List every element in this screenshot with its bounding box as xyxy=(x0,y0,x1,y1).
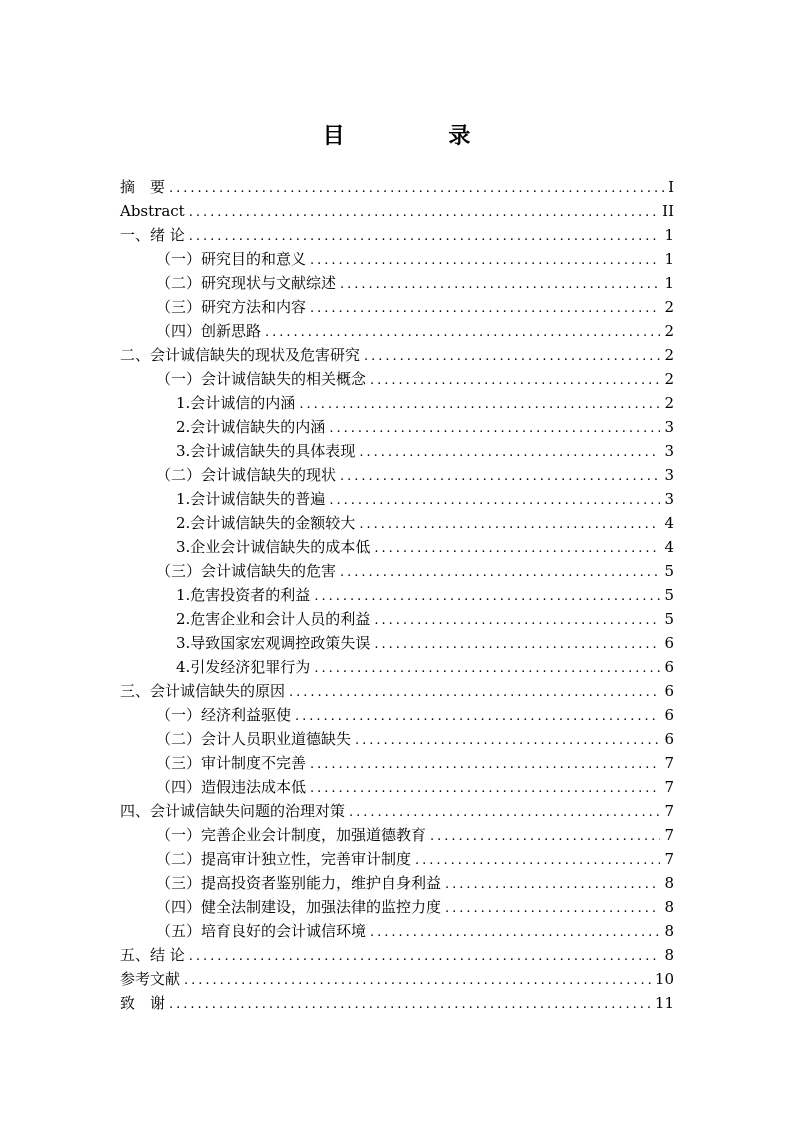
toc-entry-page-number: 3 xyxy=(664,490,674,508)
toc-leader-dots xyxy=(314,585,660,609)
toc-entry[interactable] xyxy=(120,607,674,631)
toc-entry[interactable] xyxy=(120,823,674,847)
toc-leader-dots xyxy=(359,441,660,465)
toc-entry-label: 参考文献 xyxy=(120,970,181,988)
toc-entry-label: 4.引发经济犯罪行为 xyxy=(176,658,311,676)
toc-leader-dots xyxy=(289,681,660,705)
toc-leader-dots xyxy=(265,321,660,345)
toc-leader-dots xyxy=(329,489,660,513)
toc-entry[interactable] xyxy=(120,535,674,559)
toc-entry-page-number: 4 xyxy=(664,538,674,556)
toc-entry-label: （二）会计诚信缺失的现状 xyxy=(156,466,337,484)
toc-entry-page-number: I xyxy=(668,178,674,196)
page-title: 目 录 xyxy=(322,123,519,149)
toc-entry-label: （三）审计制度不完善 xyxy=(156,754,307,772)
toc-entry-label: 3.企业会计诚信缺失的成本低 xyxy=(176,538,371,556)
toc-entry-page-number: 11 xyxy=(654,994,674,1012)
toc-entry-label: 五、结 论 xyxy=(120,946,185,964)
toc-entry-page-number: 3 xyxy=(664,466,674,484)
toc-entry[interactable] xyxy=(120,463,674,487)
toc-entry-page-number: 5 xyxy=(664,562,674,580)
toc-entry-label: 二、会计诚信缺失的现状及危害研究 xyxy=(120,346,361,364)
toc-entry-page-number: 1 xyxy=(664,226,674,244)
toc-entry[interactable] xyxy=(120,559,674,583)
toc-leader-dots xyxy=(355,729,660,753)
table-of-contents xyxy=(120,175,674,1015)
toc-entry-page-number: 2 xyxy=(664,298,674,316)
toc-entry[interactable] xyxy=(120,703,674,727)
toc-leader-dots xyxy=(329,417,660,441)
toc-entry-page-number: 3 xyxy=(664,418,674,436)
toc-entry[interactable] xyxy=(120,487,674,511)
toc-leader-dots xyxy=(445,873,660,897)
toc-entry[interactable] xyxy=(120,415,674,439)
toc-leader-dots xyxy=(189,225,661,249)
toc-entry[interactable] xyxy=(120,943,674,967)
toc-entry[interactable] xyxy=(120,439,674,463)
toc-entry-page-number: 8 xyxy=(664,898,674,916)
toc-entry[interactable] xyxy=(120,679,674,703)
toc-leader-dots xyxy=(349,801,660,825)
toc-leader-dots xyxy=(340,273,660,297)
toc-entry-label: 2.会计诚信缺失的金额较大 xyxy=(176,514,356,532)
toc-entry-label: 1.会计诚信的内涵 xyxy=(176,394,296,412)
toc-entry[interactable] xyxy=(120,583,674,607)
toc-entry-label: 1.会计诚信缺失的普遍 xyxy=(176,490,326,508)
toc-entry-label: （一）研究目的和意义 xyxy=(156,250,307,268)
toc-entry[interactable] xyxy=(120,799,674,823)
toc-entry-page-number: 6 xyxy=(664,634,674,652)
toc-leader-dots xyxy=(374,633,660,657)
toc-entry-label: （四）健全法制建设，加强法律的监控力度 xyxy=(156,898,442,916)
toc-leader-dots xyxy=(374,609,660,633)
toc-entry-page-number: 2 xyxy=(664,394,674,412)
toc-entry[interactable] xyxy=(120,847,674,871)
toc-entry-page-number: 6 xyxy=(664,658,674,676)
toc-entry-label: （四）创新思路 xyxy=(156,322,262,340)
toc-leader-dots xyxy=(370,369,660,393)
toc-entry-label: （一）会计诚信缺失的相关概念 xyxy=(156,370,367,388)
toc-entry-label: （二）提高审计独立性，完善审计制度 xyxy=(156,850,412,868)
toc-entry[interactable] xyxy=(120,367,674,391)
toc-entry-label: （二）会计人员职业道德缺失 xyxy=(156,730,352,748)
toc-leader-dots xyxy=(299,393,660,417)
toc-entry-page-number: 1 xyxy=(664,274,674,292)
toc-leader-dots xyxy=(189,945,661,969)
toc-entry-label: 3.会计诚信缺失的具体表现 xyxy=(176,442,356,460)
toc-entry[interactable] xyxy=(120,967,674,991)
toc-entry-label: （四）造假违法成本低 xyxy=(156,778,307,796)
toc-leader-dots xyxy=(359,513,660,537)
toc-leader-dots xyxy=(169,177,664,201)
toc-leader-dots xyxy=(364,345,660,369)
toc-entry[interactable] xyxy=(120,991,674,1015)
toc-entry-page-number: 7 xyxy=(664,826,674,844)
toc-entry-page-number: 8 xyxy=(664,922,674,940)
toc-leader-dots xyxy=(370,921,660,945)
toc-entry[interactable] xyxy=(120,391,674,415)
toc-entry[interactable] xyxy=(120,319,674,343)
toc-entry-label: Abstract xyxy=(120,202,185,220)
toc-entry-page-number: 7 xyxy=(664,850,674,868)
toc-entry-page-number: II xyxy=(662,202,674,220)
toc-leader-dots xyxy=(314,657,660,681)
toc-entry-label: 2.危害企业和会计人员的利益 xyxy=(176,610,371,628)
toc-entry[interactable] xyxy=(120,175,674,199)
toc-entry-label: （二）研究现状与文献综述 xyxy=(156,274,337,292)
toc-entry[interactable] xyxy=(120,343,674,367)
toc-leader-dots xyxy=(169,993,651,1017)
toc-entry-page-number: 2 xyxy=(664,370,674,388)
toc-entry-label: （一）完善企业会计制度，加强道德教育 xyxy=(156,826,427,844)
toc-entry-label: （一）经济利益驱使 xyxy=(156,706,292,724)
toc-entry-label: （三）会计诚信缺失的危害 xyxy=(156,562,337,580)
toc-entry-page-number: 3 xyxy=(664,442,674,460)
toc-entry-page-number: 4 xyxy=(664,514,674,532)
toc-entry[interactable] xyxy=(120,871,674,895)
toc-entry-page-number: 6 xyxy=(664,682,674,700)
toc-entry[interactable] xyxy=(120,751,674,775)
toc-entry-page-number: 7 xyxy=(664,802,674,820)
toc-entry[interactable] xyxy=(120,775,674,799)
toc-leader-dots xyxy=(430,825,660,849)
toc-entry-page-number: 7 xyxy=(664,778,674,796)
toc-entry-label: （五）培育良好的会计诚信环境 xyxy=(156,922,367,940)
toc-leader-dots xyxy=(295,705,660,729)
toc-leader-dots xyxy=(310,777,660,801)
toc-leader-dots xyxy=(310,753,660,777)
toc-entry[interactable] xyxy=(120,271,674,295)
toc-leader-dots xyxy=(184,969,651,993)
toc-leader-dots xyxy=(340,561,660,585)
toc-entry-label: 3.导致国家宏观调控政策失误 xyxy=(176,634,371,652)
toc-entry-label: 一、绪 论 xyxy=(120,226,185,244)
toc-entry-label: 2.会计诚信缺失的内涵 xyxy=(176,418,326,436)
toc-entry-label: （三）研究方法和内容 xyxy=(156,298,307,316)
toc-entry-page-number: 6 xyxy=(664,730,674,748)
toc-entry-label: 1.危害投资者的利益 xyxy=(176,586,311,604)
toc-leader-dots xyxy=(445,897,660,921)
toc-entry-label: 三、会计诚信缺失的原因 xyxy=(120,682,286,700)
toc-entry-label: 四、会计诚信缺失问题的治理对策 xyxy=(120,802,346,820)
toc-entry-page-number: 7 xyxy=(664,754,674,772)
toc-entry-page-number: 5 xyxy=(664,586,674,604)
toc-leader-dots xyxy=(310,297,660,321)
toc-entry-page-number: 8 xyxy=(664,874,674,892)
toc-entry[interactable] xyxy=(120,895,674,919)
toc-entry-page-number: 2 xyxy=(664,346,674,364)
toc-entry-page-number: 1 xyxy=(664,250,674,268)
toc-entry[interactable] xyxy=(120,655,674,679)
toc-entry-label: （三）提高投资者鉴别能力，维护自身利益 xyxy=(156,874,442,892)
toc-entry[interactable] xyxy=(120,295,674,319)
toc-entry-label: 摘 要 xyxy=(120,178,166,196)
toc-entry-page-number: 8 xyxy=(664,946,674,964)
toc-leader-dots xyxy=(340,465,660,489)
toc-entry-label: 致 谢 xyxy=(120,994,166,1012)
toc-entry-page-number: 2 xyxy=(664,322,674,340)
toc-leader-dots xyxy=(189,201,658,225)
toc-entry[interactable] xyxy=(120,727,674,751)
toc-entry-page-number: 5 xyxy=(664,610,674,628)
toc-entry[interactable] xyxy=(120,631,674,655)
toc-entry-page-number: 10 xyxy=(654,970,674,988)
toc-entry[interactable] xyxy=(120,919,674,943)
toc-entry[interactable] xyxy=(120,511,674,535)
toc-entry-page-number: 6 xyxy=(664,706,674,724)
toc-entry[interactable] xyxy=(120,223,674,247)
toc-entry[interactable] xyxy=(120,247,674,271)
toc-leader-dots xyxy=(310,249,660,273)
toc-entry[interactable] xyxy=(120,199,674,223)
toc-leader-dots xyxy=(415,849,660,873)
toc-leader-dots xyxy=(374,537,660,561)
